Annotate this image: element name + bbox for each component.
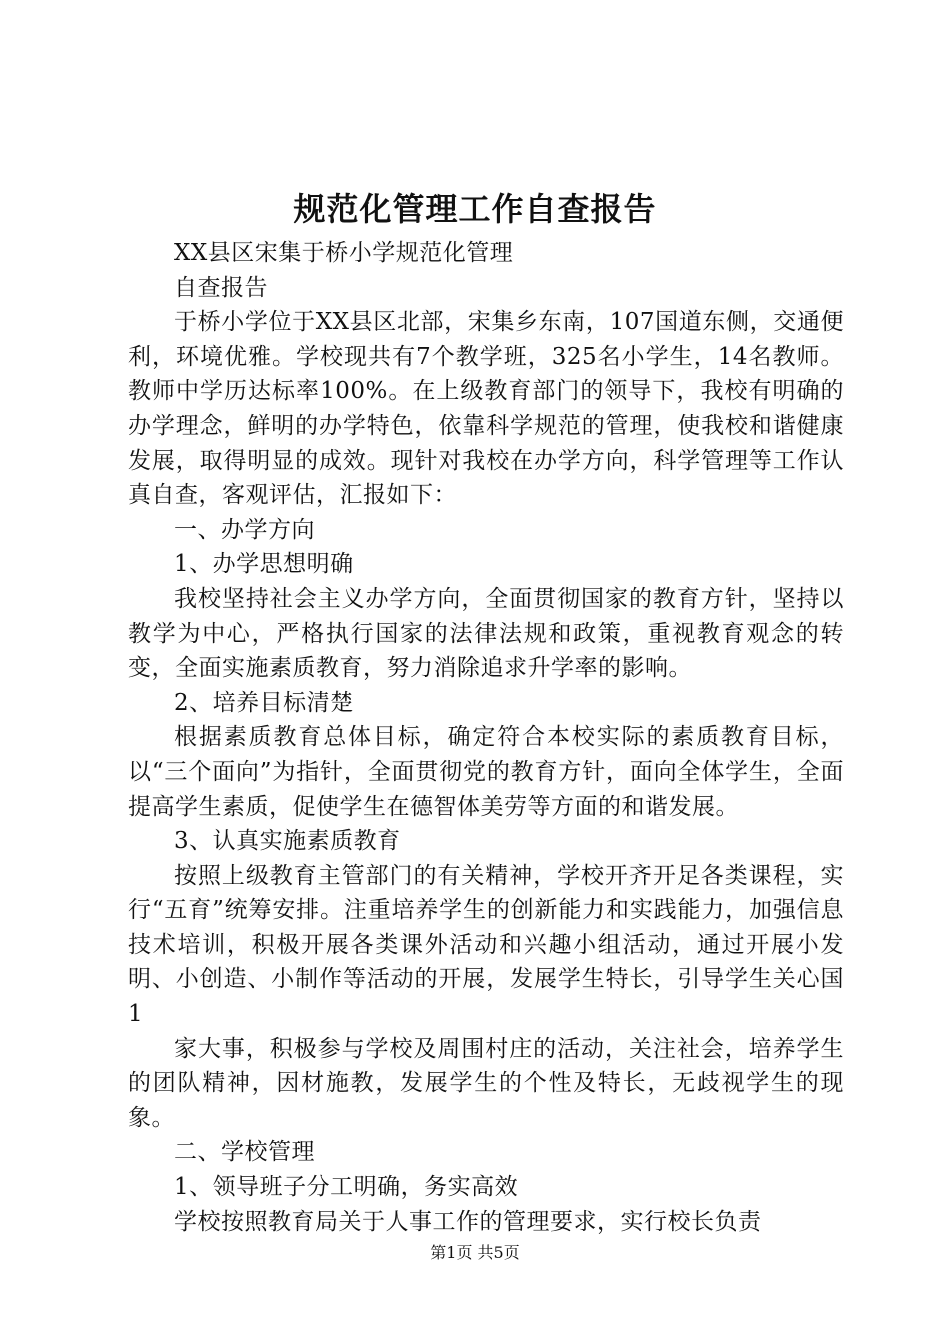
paragraph-leadership: 学校按照教育局关于人事工作的管理要求，实行校长负责 (174, 1208, 762, 1235)
subheading-leadership: 1、领导班子分工明确，务实高效 (174, 1174, 519, 1201)
section-heading-school-management: 二、学校管理 (174, 1139, 315, 1166)
document-body (128, 236, 844, 1239)
paragraph-quality-education: 按照上级教育主管部门的有关精神，学校开齐开足各类课程，实行“五育”统筹安排。注重培养学生的创新能力和实践能力，加强信息技术培训，积极开展各类课外活动和兴趣小组活动，通过开展小发明、小创造、小制作等活动的开展，发展学生特长，引导学生关心国1 (128, 862, 844, 1028)
paragraph-quality-education-continued: 家大事，积极参与学校及周围村庄的活动，关注社会，培养学生的团队精神，因材施教，发展学生的个性及特长，无歧视学生的现象。 (128, 1035, 844, 1131)
paragraph-school-name: XX县区宋集于桥小学规范化管理 (174, 240, 514, 266)
subheading-school-philosophy: 1、办学思想明确 (174, 551, 354, 578)
paragraph-training-goals: 根据素质教育总体目标，确定符合本校实际的素质教育目标，以“三个面向”为指针，全面贯彻党的教育方针，面向全体学生，全面提高学生素质，促使学生在德智体美劳等方面的和谐发展。 (128, 724, 844, 820)
subheading-training-goals: 2、培养目标清楚 (174, 689, 354, 716)
subheading-quality-education: 3、认真实施素质教育 (174, 828, 401, 855)
page-footer: 第1页 共5页 (430, 1243, 520, 1262)
section-heading-school-direction: 一、办学方向 (174, 516, 315, 543)
paragraph-report-label: 自查报告 (174, 274, 268, 301)
paragraph-school-philosophy: 我校坚持社会主义办学方向，全面贯彻国家的教育方针，坚持以教学为中心，严格执行国家的法律法规和政策，重视教育观念的转变，全面实施素质教育，努力消除追求升学率的影响。 (128, 585, 844, 682)
paragraph-introduction: 于桥小学位于XX县区北部，宋集乡东南，107国道东侧，交通便利，环境优雅。学校现共有7个教学班，325名小学生，14名教师。教师中学历达标率100%。在上级教育部门的领导下，我校有明确的办学理念，鲜明的办学特色，依靠科学规范的管理，使我校和谐健康发展，取得明显的成效。现针对我校在办学方向，科学管理等工作认真自查，客观评估，汇报如下： (128, 309, 844, 509)
document-title: 规范化管理工作自查报告 (293, 190, 657, 228)
